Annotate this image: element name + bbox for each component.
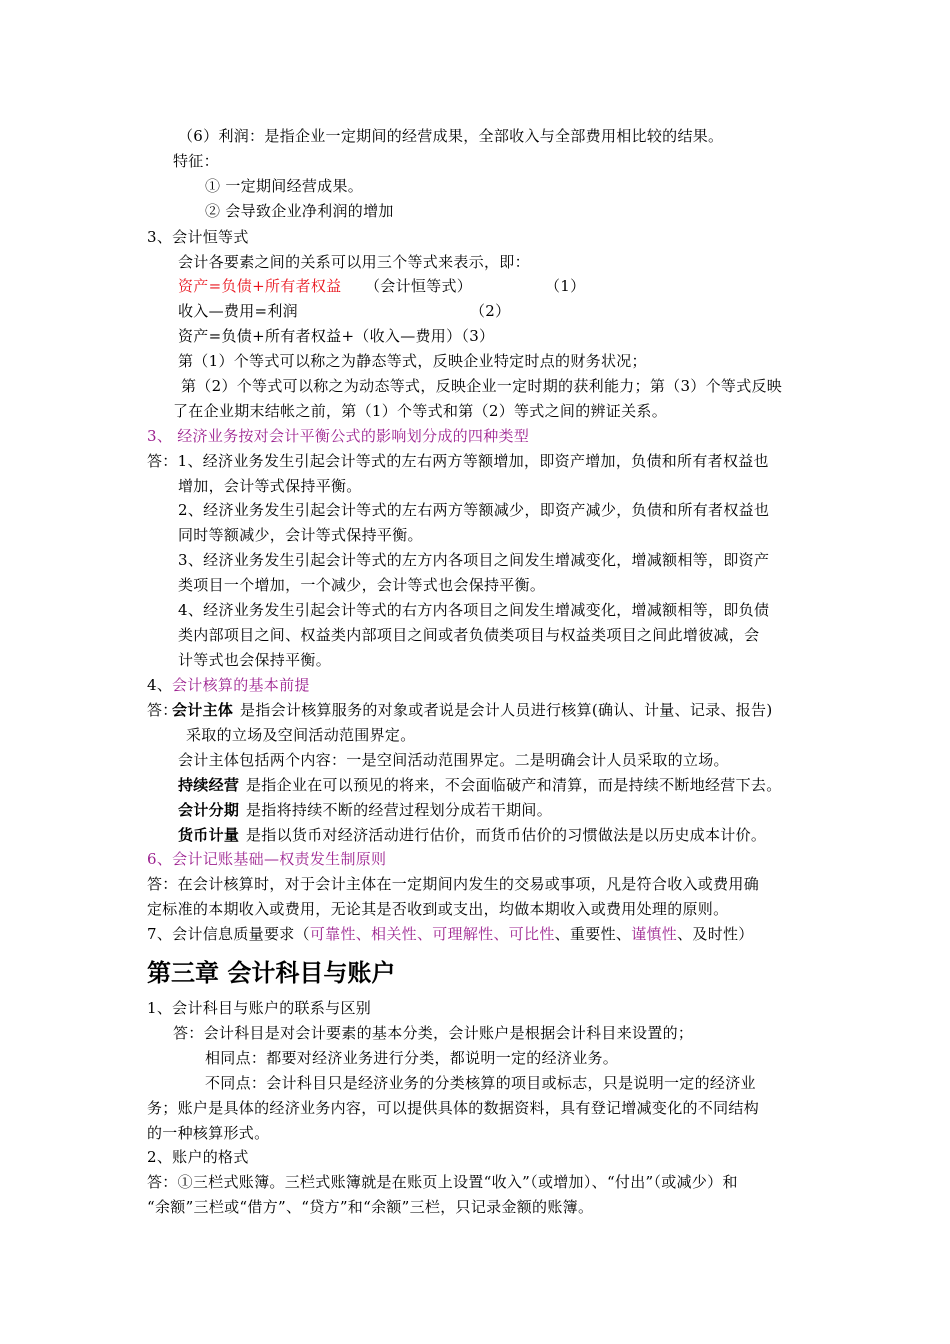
equation-1-note: （会计恒等式） <box>365 277 473 295</box>
quality-tail: 、及时性） <box>677 925 754 943</box>
paragraph-line: “余额”三栏或“借方”、“贷方”和“余额”三栏，只记录金额的账簿。 <box>147 1198 594 1216</box>
paragraph-line: 的一种核算形式。 <box>147 1124 270 1142</box>
section-heading: 6、会计记账基础—权责发生制原则 <box>147 850 387 868</box>
section-number: 4、 <box>147 676 173 694</box>
paragraph-line: 会计各要素之间的关系可以用三个等式来表示，即： <box>178 253 530 271</box>
paragraph-line: 计等式也会保持平衡。 <box>178 651 332 669</box>
quality-lead: 7、会计信息质量要求（ <box>147 925 310 943</box>
paragraph-line: 3、经济业务发生引起会计等式的左方内各项目之间发生增减变化，增减额相等，即资产 <box>178 551 770 569</box>
equation-1: 资产=负债+所有者权益 <box>178 277 342 295</box>
paragraph-line: 答：会计科目是对会计要素的基本分类，会计账户是根据会计科目来设置的； <box>173 1024 694 1042</box>
answer-label: 答： <box>147 701 178 719</box>
equation-1-number: （1） <box>545 277 586 295</box>
paragraph-line: 第（1）个等式可以称之为静态等式，反映企业特定时点的财务状况； <box>178 352 647 370</box>
section-heading: 3、 经济业务按对会计平衡公式的影响划分成的四种类型 <box>147 427 530 445</box>
paragraph-line: 是指会计核算服务的对象或者说是会计人员进行核算(确认、计量、记录、报告) <box>240 701 773 719</box>
chapter-title: 第三章 会计科目与账户 <box>147 959 396 987</box>
paragraph-line: 类内部项目之间、权益类内部项目之间或者负债类项目与权益类项目之间此增彼减，会 <box>178 626 760 644</box>
section-heading: 3、会计恒等式 <box>147 228 249 246</box>
paragraph-line: 采取的立场及空间活动范围界定。 <box>186 726 416 744</box>
profit-definition: （6）利润：是指企业一定期间的经营成果，全部收入与全部费用相比较的结果。 <box>178 127 724 145</box>
equation-3: 资产=负债+所有者权益+（收入—费用）（3） <box>178 327 495 345</box>
feature-2: ② 会导致企业净利润的增加 <box>205 202 394 220</box>
quality-highlight-2: 谨慎性 <box>631 925 678 943</box>
quality-middle: 、重要性、 <box>554 925 632 943</box>
paragraph-line: 了在企业期末结帐之前，第（1）个等式和第（2）等式之间的辨证关系。 <box>173 402 667 420</box>
paragraph-line: 务；账户是具体的经济业务内容，可以提供具体的数据资料，具有登记增减变化的不同结构 <box>147 1099 760 1117</box>
paragraph-line: 是指以货币对经济活动进行估价，而货币估价的习惯做法是以历史成本计价。 <box>246 826 767 844</box>
paragraph-line: 定标准的本期收入或费用，无论其是否收到或支出，均做本期收入或费用处理的原则。 <box>147 900 729 918</box>
paragraph-line: 不同点：会计科目只是经济业务的分类核算的项目或标志，只是说明一定的经济业 <box>205 1074 756 1092</box>
feature-1: ① 一定期间经营成果。 <box>205 177 364 195</box>
paragraph-line: 第（2）个等式可以称之为动态等式，反映企业一定时期的获利能力；第（3）个等式反映 <box>181 377 783 395</box>
paragraph-line: 是指企业在可以预见的将来，不会面临破产和清算，而是持续不断地经营下去。 <box>246 776 782 794</box>
section-heading: 会计核算的基本前提 <box>172 676 310 694</box>
paragraph-line: 会计主体包括两个内容：一是空间活动范围界定。二是明确会计人员采取的立场。 <box>178 751 729 769</box>
equation-2-number: （2） <box>470 302 511 320</box>
paragraph-line: 2、经济业务发生引起会计等式的左右两方等额减少，即资产减少，负债和所有者权益也 <box>178 501 770 519</box>
term-monetary-measurement: 货币计量 <box>178 826 240 844</box>
paragraph-line: 4、经济业务发生引起会计等式的右方内各项目之间发生增减变化，增减额相等，即负债 <box>178 601 770 619</box>
equation-2: 收入—费用=利润 <box>178 302 298 320</box>
quality-highlight-1: 可靠性、相关性、可理解性、可比性 <box>309 925 555 943</box>
paragraph-line: 同时等额减少，会计等式保持平衡。 <box>178 526 423 544</box>
term-going-concern: 持续经营 <box>178 776 240 794</box>
term-accounting-period: 会计分期 <box>178 801 240 819</box>
quality-requirements-line <box>147 924 754 944</box>
paragraph-line: 答：在会计核算时，对于会计主体在一定期间内发生的交易或事项，凡是符合收入或费用确 <box>147 875 760 893</box>
paragraph-line: 答：1、经济业务发生引起会计等式的左右两方等额增加，即资产增加，负债和所有者权益也 <box>147 452 769 470</box>
paragraph-line: 类项目一个增加，一个减少，会计等式也会保持平衡。 <box>178 576 546 594</box>
paragraph-line: 相同点：都要对经济业务进行分类，都说明一定的经济业务。 <box>205 1049 619 1067</box>
paragraph-line: 答：①三栏式账簿。三栏式账簿就是在账页上设置“收入”（或增加）、“付出”（或减少）和 <box>147 1173 738 1191</box>
section-heading: 1、会计科目与账户的联系与区别 <box>147 999 372 1017</box>
section-heading: 2、账户的格式 <box>147 1148 249 1166</box>
paragraph-line: 是指将持续不断的经营过程划分成若干期间。 <box>246 801 553 819</box>
paragraph-line: 增加，会计等式保持平衡。 <box>178 477 362 495</box>
features-label: 特征： <box>173 152 219 170</box>
term-accounting-entity: 会计主体 <box>172 701 234 719</box>
